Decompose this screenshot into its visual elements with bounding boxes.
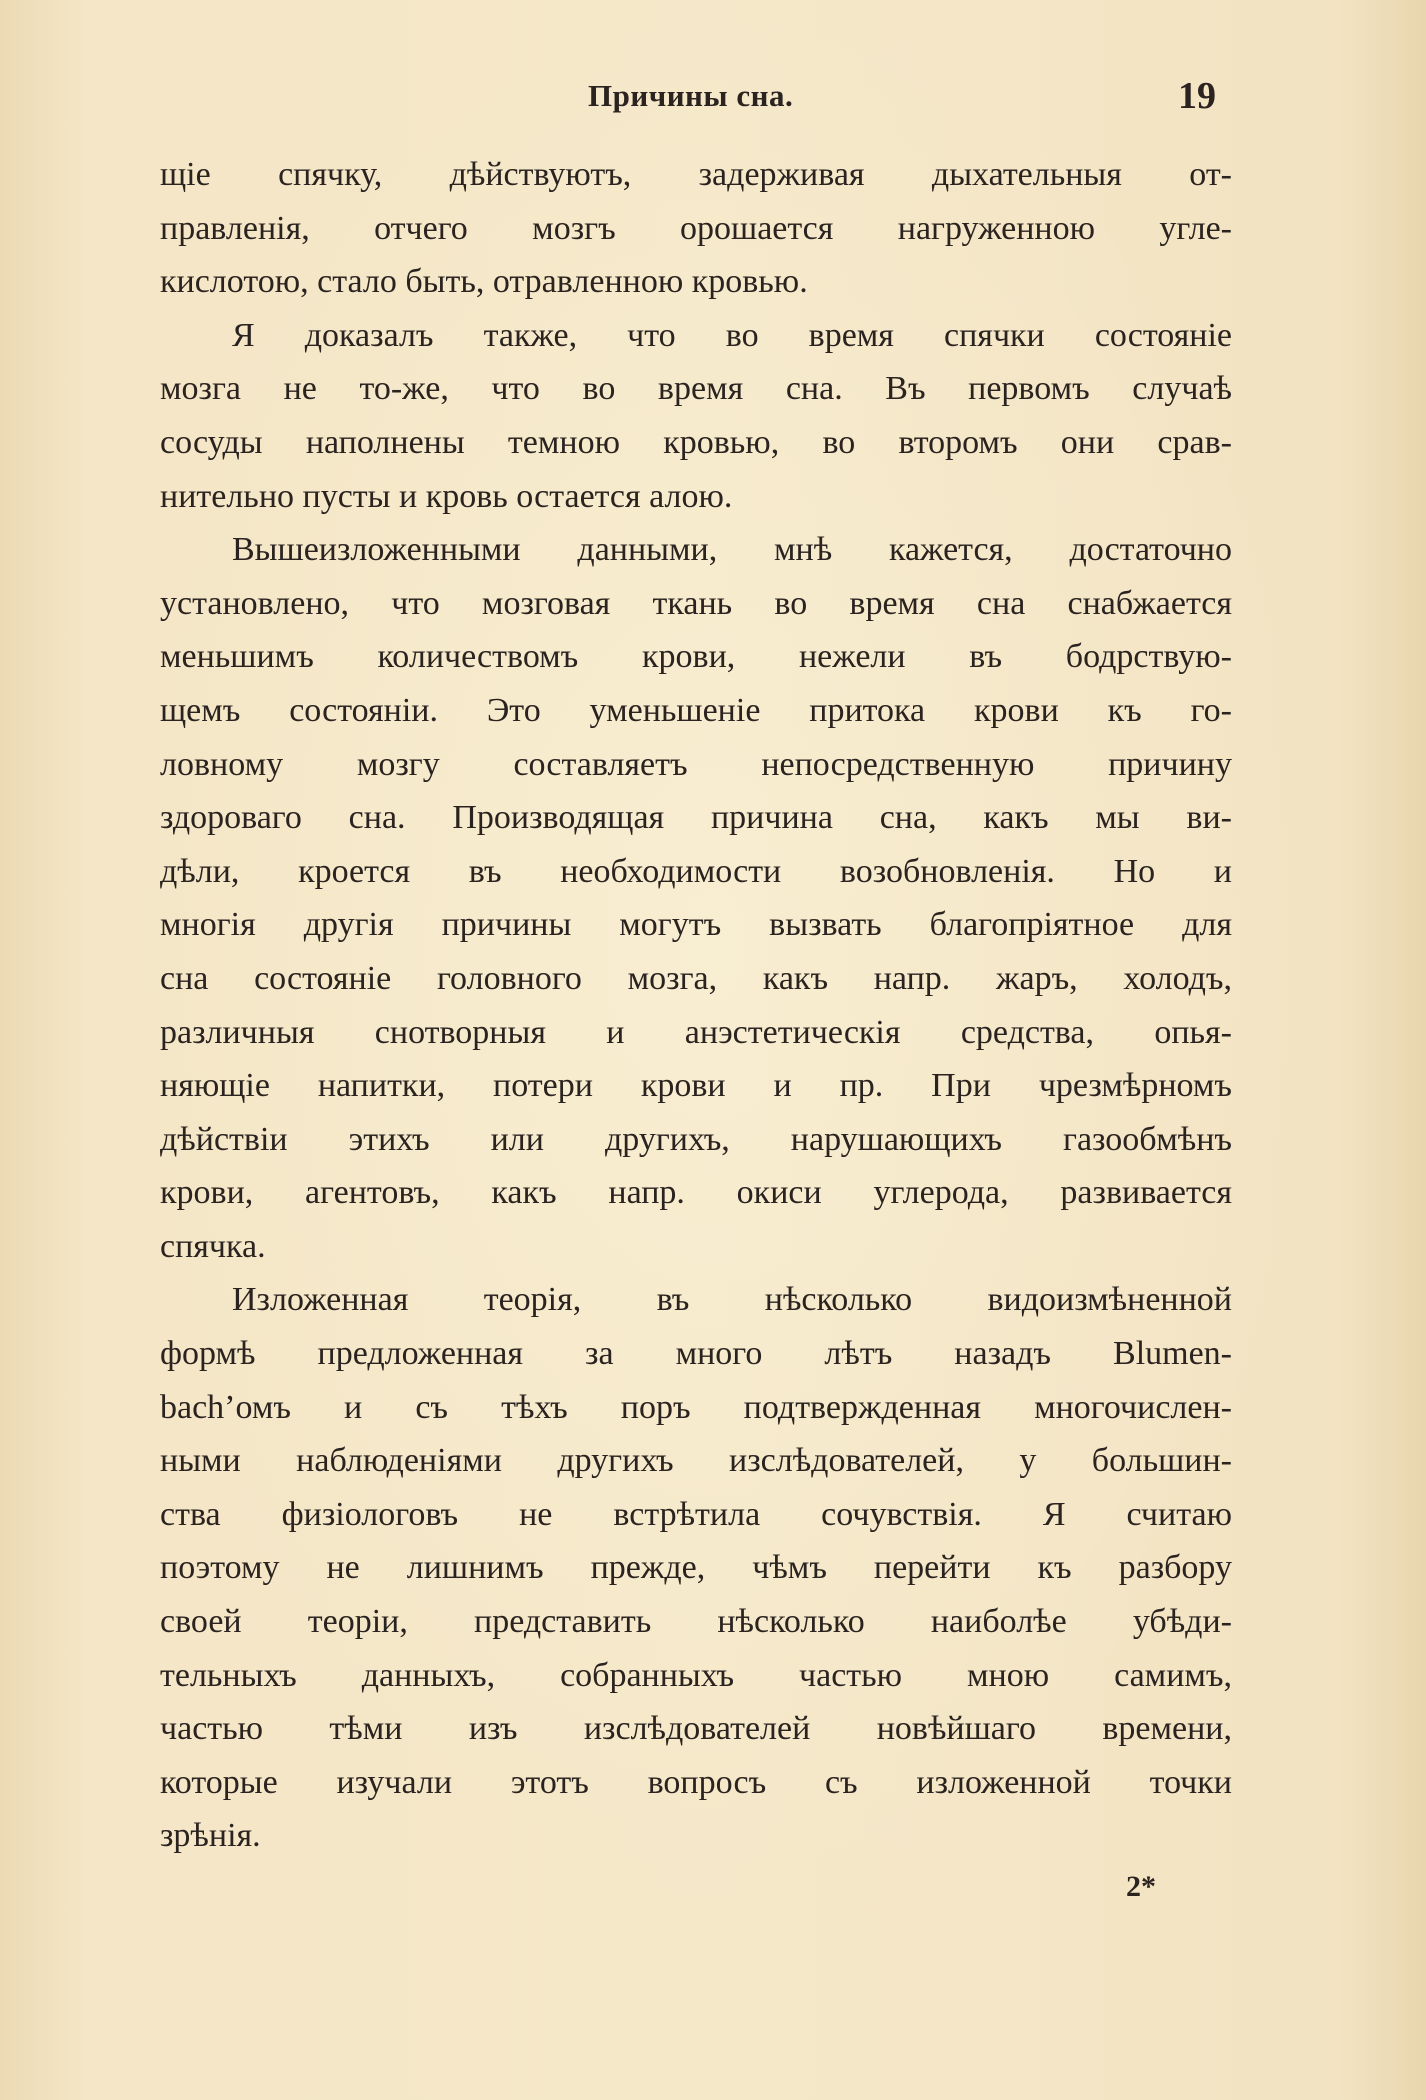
text-line: многія другія причины могутъ вызвать благопріятное для [160, 906, 1232, 944]
text-line: поэтому не лишнимъ прежде, чѣмъ перейти къ разбору [160, 1549, 1232, 1587]
text-line: зрѣнія. [160, 1817, 261, 1855]
text-line: bach’омъ и съ тѣхъ поръ подтвержденная многочислен- [160, 1388, 1232, 1426]
text-line: меньшимъ количествомъ крови, нежели въ бодрствую- [160, 638, 1232, 676]
page-header [0, 75, 1426, 128]
text-line: щемъ состояніи. Это уменьшеніе притока крови къ го- [160, 691, 1232, 729]
body-text [160, 148, 1232, 1863]
text-line: сосуды наполнены темною кровью, во второмъ они срав- [160, 423, 1232, 461]
running-title: Причины сна. [588, 78, 794, 113]
text-line: частью тѣми изъ изслѣдователей новѣйшаго времени, [160, 1710, 1232, 1748]
text-line: кислотою, стало быть, отравленною кровью. [160, 263, 808, 301]
text-line: щіе спячку, дѣйствуютъ, задерживая дыхательныя от- [160, 156, 1232, 193]
text-line: своей теоріи, представить нѣсколько наиболѣе убѣди- [160, 1603, 1232, 1641]
signature-mark: 2* [1126, 1870, 1156, 1903]
text-line: формѣ предложенная за много лѣтъ назадъ Blumen- [160, 1335, 1232, 1373]
text-line: различныя снотворныя и анэстетическія средства, опья- [160, 1013, 1232, 1051]
text-line: ловному мозгу составляетъ непосредственную причину [160, 745, 1232, 783]
text-line: установлено, что мозговая ткань во время сна снабжается [160, 584, 1232, 622]
text-line: тельныхъ данныхъ, собранныхъ частью мною самимъ, [160, 1656, 1232, 1694]
text-line: сна состояніе головного мозга, какъ напр. жаръ, холодъ, [160, 959, 1232, 997]
text-line: правленія, отчего мозгъ орошается нагруженною угле- [160, 209, 1232, 247]
text-line: дѣли, кроется въ необходимости возобновленія. Но и [160, 852, 1232, 890]
text-line: няющіе напитки, потери крови и пр. При чрезмѣрномъ [160, 1067, 1232, 1105]
text-line: дѣйствіи этихъ или другихъ, нарушающихъ газообмѣнъ [160, 1120, 1232, 1158]
page-number: 19 [1178, 75, 1216, 117]
text-line: ства физіологовъ не встрѣтила сочувствія. Я считаю [160, 1495, 1232, 1533]
text-line: здороваго сна. Производящая причина сна, какъ мы ви- [160, 799, 1232, 837]
paragraph-start-line: Изложенная теорія, въ нѣсколько видоизмѣненной [232, 1281, 1232, 1319]
paragraph-start-line: Я доказалъ также, что во время спячки состояніе [232, 316, 1232, 354]
text-line: мозга не то-же, что во время сна. Въ первомъ случаѣ [160, 370, 1232, 408]
text-line: спячка. [160, 1227, 266, 1265]
paragraph-start-line: Вышеизложенными данными, мнѣ кажется, достаточно [232, 531, 1232, 569]
text-line: ными наблюденіями другихъ изслѣдователей, у большин- [160, 1442, 1232, 1480]
text-line: нительно пусты и кровь остается алою. [160, 477, 733, 515]
text-line: которые изучали этотъ вопросъ съ изложенной точки [160, 1763, 1232, 1801]
text-line: крови, агентовъ, какъ напр. окиси углерода, развивается [160, 1174, 1232, 1212]
